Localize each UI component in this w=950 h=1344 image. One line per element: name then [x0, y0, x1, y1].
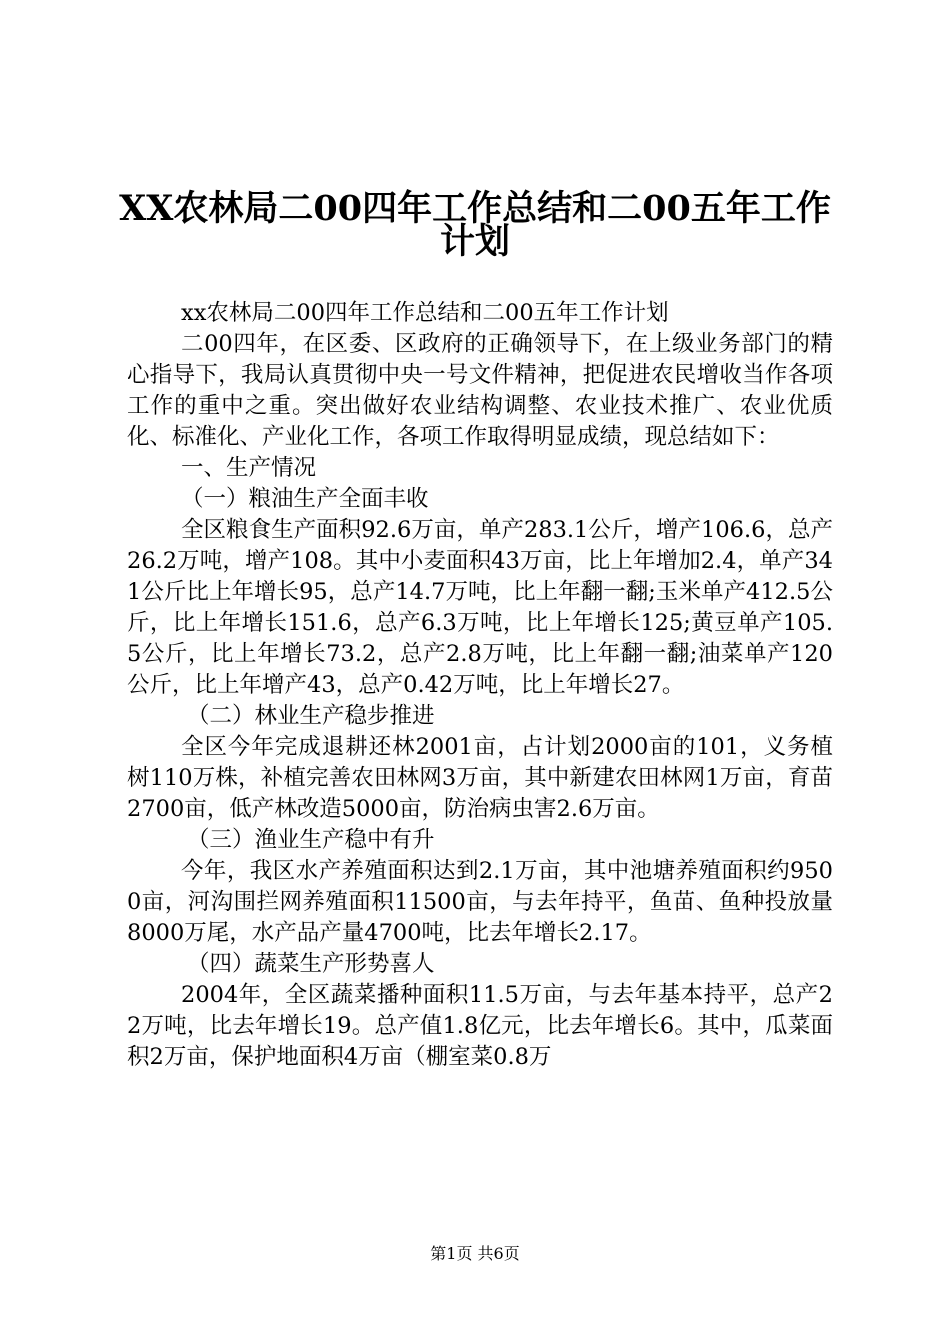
document-body	[127, 298, 833, 1073]
section-heading-production: 一、生产情况	[181, 455, 317, 481]
subsection-heading-fishery: （三）渔业生产稳中有升	[187, 827, 435, 853]
subtitle-paragraph: xx农林局二00四年工作总结和二00五年工作计划	[181, 300, 669, 326]
forestry-paragraph: 全区今年完成退耕还林2001亩，占计划2000亩的101，义务植树110万株，补植完善农田林网3万亩，其中新建农田林网1万亩，育苗2700亩，低产林改造5000亩，防治病虫害2.6万亩。	[127, 734, 833, 822]
intro-paragraph: 二00四年，在区委、区政府的正确领导下，在上级业务部门的精心指导下，我局认真贯彻中央一号文件精神，把促进农民增收当作各项工作的重中之重。突出做好农业结构调整、农业技术推广、农业优质化、标准化、产业化工作，各项工作取得明显成绩，现总结如下：	[127, 331, 833, 450]
subsection-heading-grain: （一）粮油生产全面丰收	[181, 486, 429, 512]
vegetables-paragraph: 2004年，全区蔬菜播种面积11.5万亩，与去年基本持平，总产22万吨，比去年增长19。总产值1.8亿元，比去年增长6。其中，瓜菜面积2万亩，保护地面积4万亩（棚室菜0.8万	[127, 982, 833, 1070]
subsection-heading-forestry: （二）林业生产稳步推进	[187, 703, 435, 729]
page-number-footer: 第1页 共6页	[430, 1244, 520, 1263]
fishery-paragraph: 今年，我区水产养殖面积达到2.1万亩，其中池塘养殖面积约9500亩，河沟围拦网养殖面积11500亩，与去年持平，鱼苗、鱼种投放量8000万尾，水产品产量4700吨，比去年增长2.17。	[127, 858, 833, 946]
document-title-line-1: XX农林局二00四年工作总结和二00五年工作	[119, 188, 831, 229]
subsection-heading-vegetables: （四）蔬菜生产形势喜人	[187, 951, 435, 977]
document-title-line-2: 计划	[439, 221, 510, 262]
grain-paragraph: 全区粮食生产面积92.6万亩，单产283.1公斤，增产106.6，总产26.2万吨，增产108。其中小麦面积43万亩，比上年增加2.4，单产341公斤比上年增长95，总产14.7万吨，比上年翻一翻;玉米单产412.5公斤，比上年增长151.6，总产6.3万吨，比上年增长125;黄豆单产105.5公斤，比上年增长73.2，总产2.8万吨，比上年翻一翻;油菜单产120公斤，比上年增产43，总产0.42万吨，比上年增长27。	[127, 517, 833, 698]
